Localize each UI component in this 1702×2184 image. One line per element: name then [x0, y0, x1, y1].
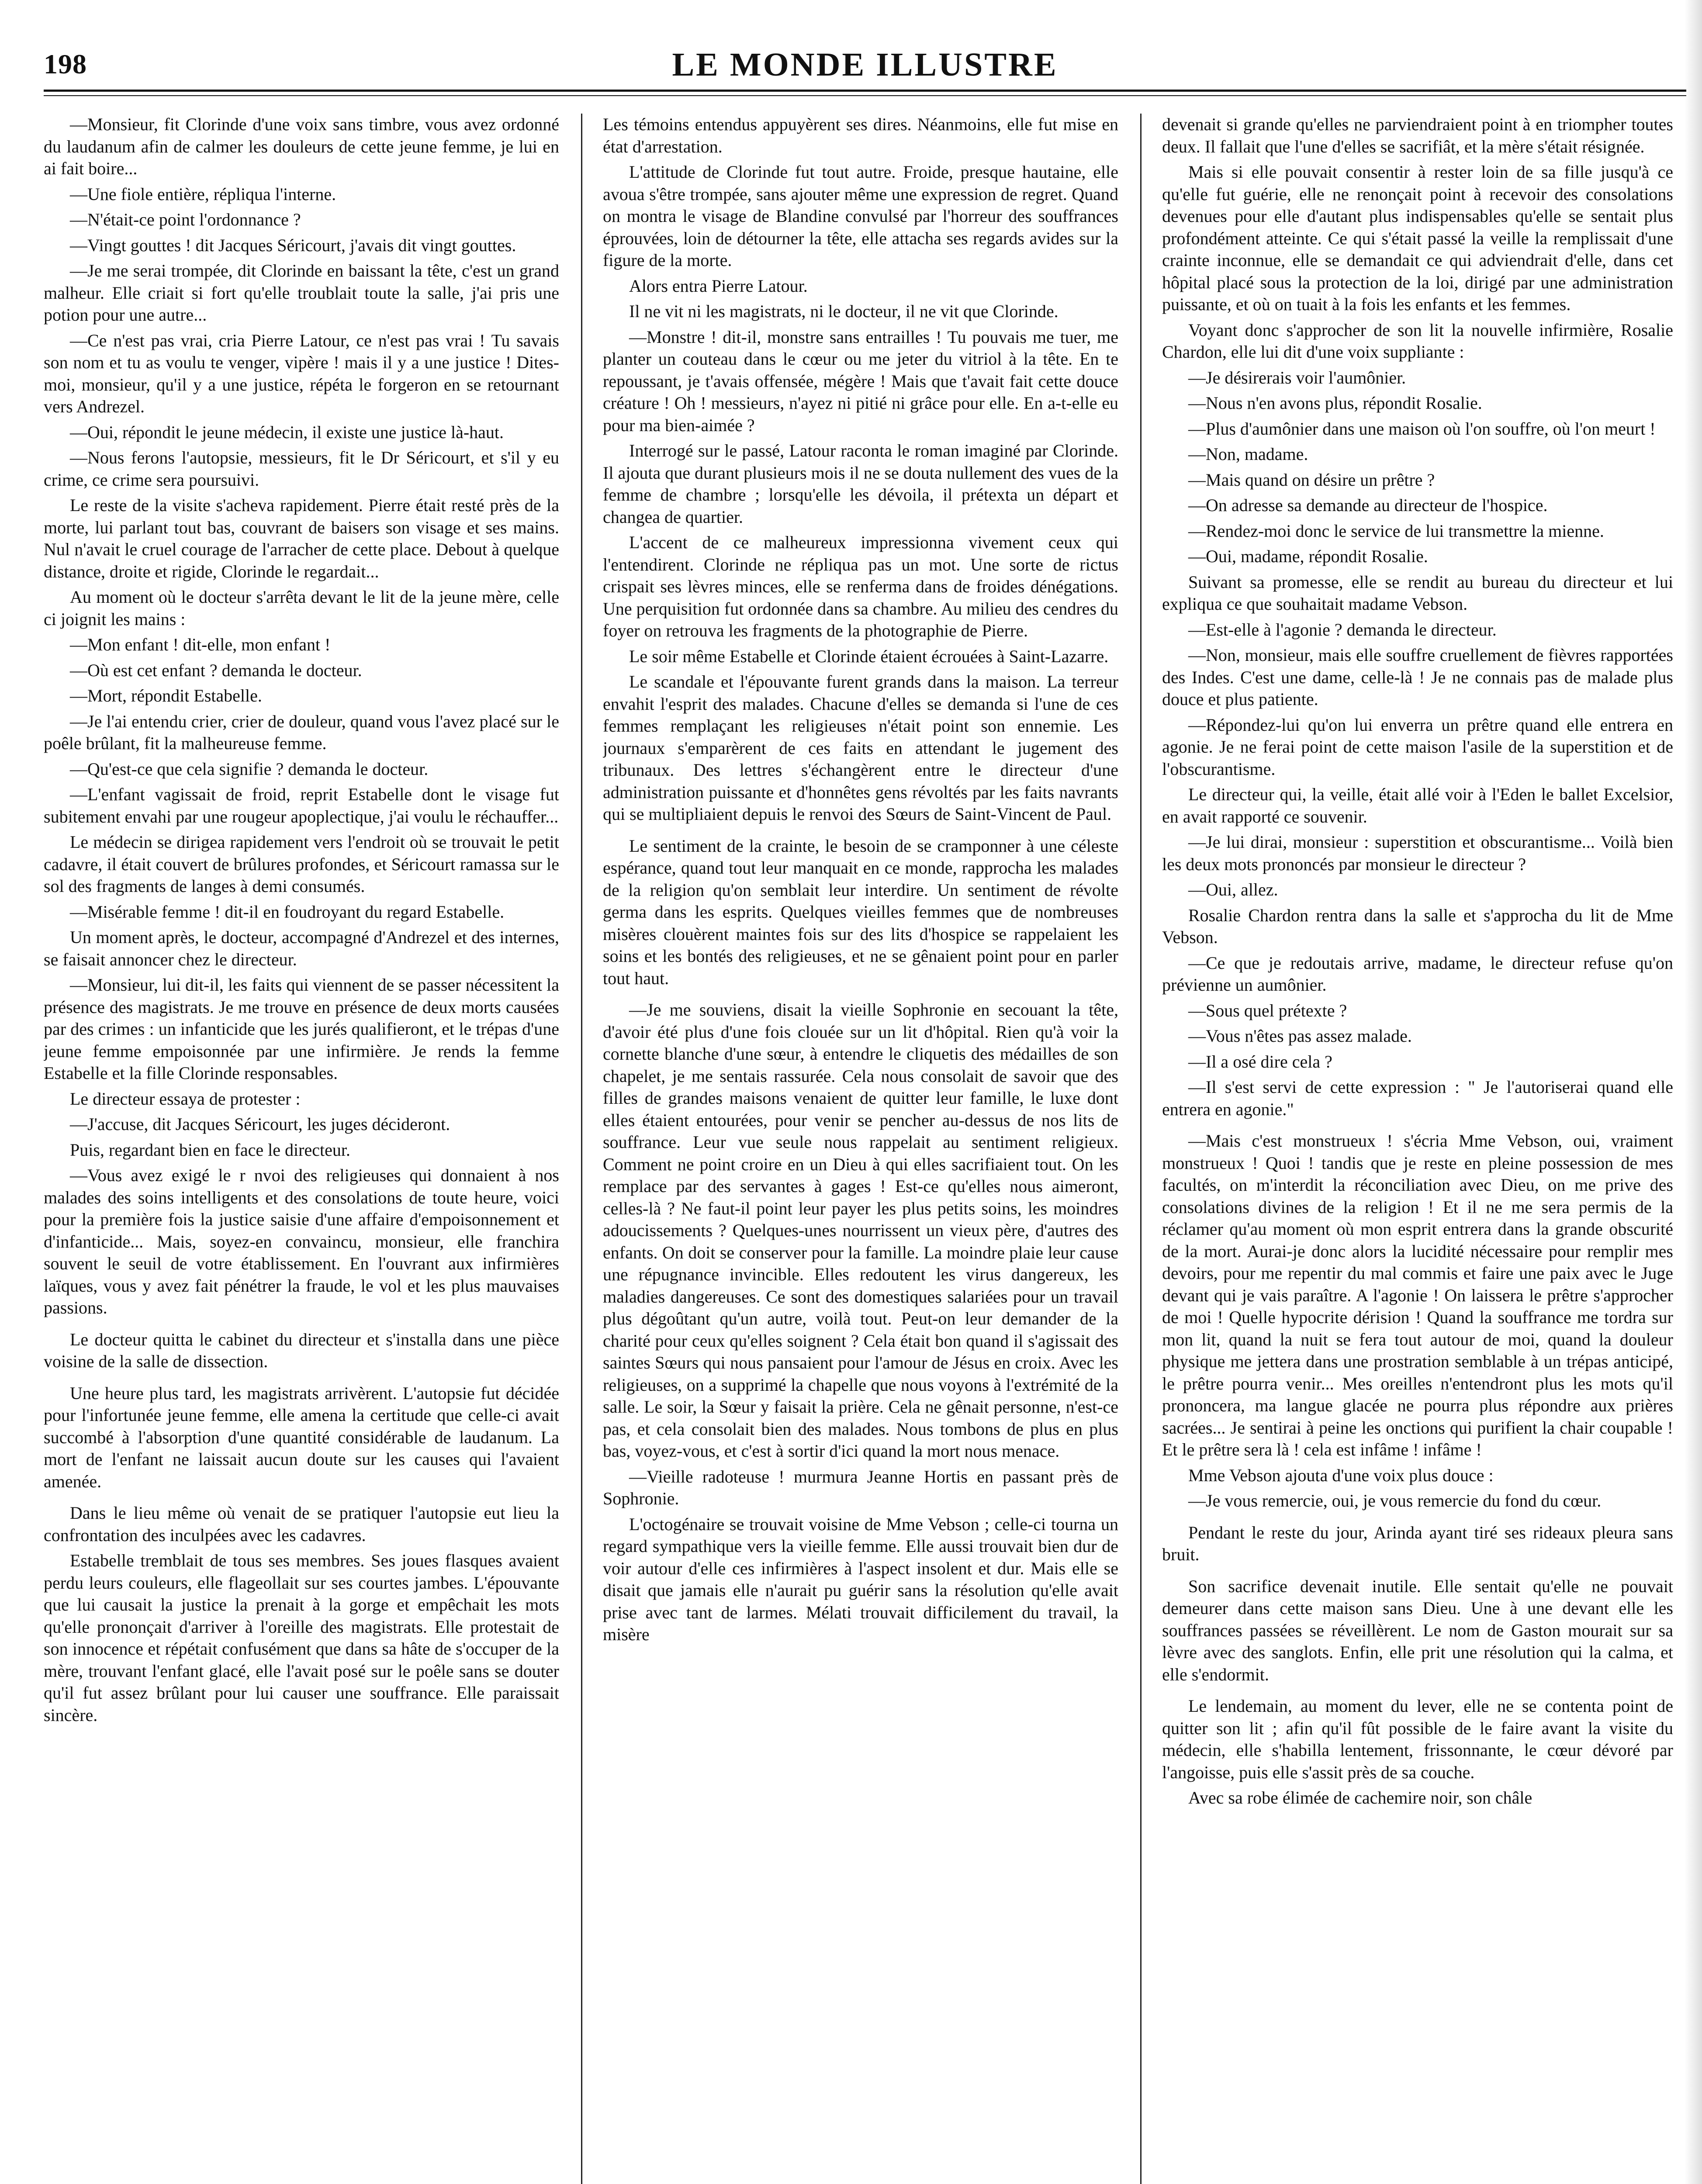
- paragraph: —On adresse sa demande au directeur de l'hospice.: [1188, 495, 1548, 515]
- paragraph: Voyant donc s'approcher de son lit la nouvelle infirmière, Rosalie Chardon, elle lui dit d'une voix suppliante :: [1162, 320, 1673, 362]
- paragraph: —Je vous remercie, oui, je vous remercie du fond du cœur.: [1188, 1491, 1602, 1510]
- paragraph: —Vous avez exigé le r nvoi des religieuses qui donnaient à nos malades des soins intelligents et des consolations de toute heure, voici pour la première fois la justice saisie d'une affaire d'empoisonnement et d'infanticide... Mais, soyez-en convaincu, monsieur, elle franchira souvent le seuil de votre établissement. En l'ouvrant aux infirmières laïques, vous y avez fait pénétrer la fraude, le vol et les plus mauvaises passions.: [44, 1165, 559, 1317]
- paragraph: Le docteur quitta le cabinet du directeur et s'installa dans une pièce voisine de la salle de dissection.: [44, 1329, 559, 1371]
- paragraph: Interrogé sur le passé, Latour raconta le roman imaginé par Clorinde. Il ajouta que durant plusieurs mois il ne se douta nullement des vues de la femme de chambre ; lorsqu'elle les dévoila, il prétexta un départ et changea de quartier.: [603, 441, 1118, 527]
- paragraph: —Non, madame.: [1188, 444, 1308, 464]
- paragraph: Au moment où le docteur s'arrêta devant le lit de la jeune mère, celle ci joignit les mains :: [44, 587, 559, 629]
- paragraph: —Une fiole entière, répliqua l'interne.: [70, 184, 336, 204]
- paragraph: —Monstre ! dit-il, monstre sans entrailles ! Tu pouvais me tuer, me planter un couteau dans le cœur ou me jeter du vitriol à la tête. En te repoussant, je t'avais offensée, mégère ! Mais que t'avait fait cette douce créature ! Oh ! messieurs, n'ayez ni pitié ni grâce pour elle. En a-t-elle eu pour ma bien-aimée ?: [603, 327, 1118, 435]
- paragraph: Le scandale et l'épouvante furent grands dans la maison. La terreur envahit l'esprit des malades. Chacune d'elles se demanda si l'une de ces femmes remplaçant les religieuses n'était point son ennemie. Les journaux s'emparèrent de ces faits en attendant le jugement des tribunaux. Des lettres s'échangèrent entre le directeur d'une administration puissante et d'honnêtes gens révoltés par les faits navrants qui se multipliaient depuis le renvoi des Sœurs de Saint-Vincent de Paul.: [603, 672, 1118, 824]
- paragraph: —Il s'est servi de cette expression : " Je l'autoriserai quand elle entrera en agonie.": [1162, 1077, 1673, 1119]
- paragraph: —Mais c'est monstrueux ! s'écria Mme Vebson, oui, vraiment monstrueux ! Quoi ! tandis que je reste en pleine possession de mes facultés, on m'interdit la réconciliation avec Dieu, on me prive des consolations divines de la religion ! Et il ne me sera permis de la réclamer qu'au moment où mon esprit entrera dans la grande obscurité de la mort. Aurai-je donc alors la lucidité nécessaire pour remplir mes devoirs, pour me repentir du mal commis et faire une paix avec le Juge devant qui je vais paraître. A l'agonie ! On laissera le prêtre s'approcher de moi ! Quelle hypocrite dérision ! Quand la souffrance me tordra sur mon lit, quand la nuit se fera tout autour de moi, quand la douleur physique me jettera dans une prostration semblable à un trépas anticipé, le prêtre pourra venir... Mes oreilles n'entendront plus les mots qu'il prononcera, ma langue glacée ne pourra plus répondre aux prières sacrées... Je sentirai à peine les onctions qui purifient la chair coupable ! Et le prêtre sera là ! cela est infâme ! infâme !: [1162, 1131, 1673, 1459]
- page-number: 198: [44, 48, 87, 79]
- page-edge-shadow: [1685, 0, 1702, 2184]
- paragraph: —Vingt gouttes ! dit Jacques Séricourt, j'avais dit vingt gouttes.: [70, 235, 516, 255]
- paragraph: Mais si elle pouvait consentir à rester loin de sa fille jusqu'à ce qu'elle fut guérie, elle ne renonçait point à recevoir des consolations devenues pour elle d'autant plus indispensables qu'elle se sentait plus profondément atteinte. Ce qui s'était passé la veille la remplissait d'une crainte inconnue, elle se demandait ce qui adviendrait d'elle, dans cet hôpital placé sous la protection de la loi, dirigé par une administration puissante, et où on tuait à la fois les enfants et les femmes.: [1162, 162, 1673, 314]
- paragraph: —J'accuse, dit Jacques Séricourt, les juges décideront.: [70, 1114, 450, 1134]
- paragraph: Son sacrifice devenait inutile. Elle sentait qu'elle ne pouvait demeurer dans cette maison sans Dieu. Une à une devant elle les souffrances passées se réveillèrent. Le nom de Gaston mourait sur sa lèvre avec des sanglots. Enfin, elle prit une résolution qui la calma, et elle s'endormit.: [1162, 1576, 1673, 1684]
- paragraph: —Qu'est-ce que cela signifie ? demanda le docteur.: [70, 759, 429, 779]
- page-header: [44, 44, 1686, 96]
- paragraph: —Monsieur, lui dit-il, les faits qui viennent de se passer nécessitent la présence des magistrats. Je me trouve en présence de deux morts causées par des crimes : un infanticide que les jurés qualifieront, et le trépas d'une jeune femme empoisonnée par une infirmière. Je rends la femme Estabelle et la fille Clorinde responsables.: [44, 975, 559, 1083]
- paragraph: —Est-elle à l'agonie ? demanda le directeur.: [1188, 619, 1497, 639]
- masthead-title: LE MONDE ILLUSTRE: [672, 46, 1058, 83]
- column-divider: [581, 114, 582, 2184]
- text-column-2: [603, 114, 1118, 2184]
- paragraph: —Je l'ai entendu crier, crier de douleur, quand vous l'avez placé sur le poêle brûlant, fit la malheureuse femme.: [44, 711, 559, 753]
- paragraph: L'attitude de Clorinde fut tout autre. Froide, presque hautaine, elle avoua s'être trompée, sans ajouter même une expression de regret. Quand on montra le visage de Blandine convulsé par l'horreur des souffrances éprouvées, loin de détourner la tête, elle attacha ses regards avides sur la figure de la morte.: [603, 162, 1118, 270]
- paragraph: Le reste de la visite s'acheva rapidement. Pierre était resté près de la morte, lui parlant tout bas, couvrant de baisers son visage et ses mains. Nul n'avait le cruel courage de l'arracher de cette place. Debout à quelque distance, droite et rigide, Clorinde le regardait...: [44, 495, 559, 581]
- paragraph: devenait si grande qu'elles ne parviendraient point à en triompher toutes deux. Il fallait que l'une d'elles se sacrifiât, et la mère s'était résignée.: [1162, 114, 1673, 156]
- paragraph: —Il a osé dire cela ?: [1188, 1051, 1332, 1071]
- paragraph: —Vous n'êtes pas assez malade.: [1188, 1026, 1412, 1046]
- paragraph: L'accent de ce malheureux impressionna vivement ceux qui l'entendirent. Clorinde ne répliqua pas un mot. Une sorte de rictus crispait ses lèvres minces, elle se renferma dans de froides dénégations. Une perquisition fut ordonnée dans sa chambre. Au milieu des cendres du foyer on retrouva les fragments de la photographie de Pierre.: [603, 532, 1118, 640]
- paragraph: —Nous n'en avons plus, répondit Rosalie.: [1188, 393, 1482, 413]
- paragraph: —Rendez-moi donc le service de lui transmettre la mienne.: [1188, 521, 1604, 541]
- paragraph: Il ne vit ni les magistrats, ni le docteur, il ne vit que Clorinde.: [629, 301, 1059, 321]
- paragraph: Les témoins entendus appuyèrent ses dires. Néanmoins, elle fut mise en état d'arrestation.: [603, 114, 1118, 156]
- paragraph: —Oui, répondit le jeune médecin, il existe une justice là-haut.: [70, 422, 504, 442]
- paragraph: Le directeur qui, la veille, était allé voir à l'Eden le ballet Excelsior, en avait rapporté ce souvenir.: [1162, 784, 1673, 826]
- paragraph: Le directeur essaya de protester :: [70, 1089, 301, 1109]
- header-rule-thick: [44, 90, 1686, 92]
- header-rule-thin: [44, 95, 1686, 96]
- column-divider: [1140, 114, 1142, 2184]
- paragraph: Le soir même Estabelle et Clorinde étaient écrouées à Saint-Lazarre.: [629, 646, 1109, 666]
- paragraph: —Je me serai trompée, dit Clorinde en baissant la tête, c'est un grand malheur. Elle criait si fort qu'elle troublait toute la salle, j'ai pris une potion pour une autre...: [44, 261, 559, 325]
- paragraph: —Monsieur, fit Clorinde d'une voix sans timbre, vous avez ordonné du laudanum afin de calmer les douleurs de cette jeune femme, je lui en ai fait boire...: [44, 114, 559, 178]
- paragraph: —Nous ferons l'autopsie, messieurs, fit le Dr Séricourt, et s'il y eu crime, ce crime sera poursuivi.: [44, 448, 559, 490]
- paragraph: —Oui, allez.: [1188, 880, 1278, 899]
- paragraph: —Mon enfant ! dit-elle, mon enfant !: [70, 635, 331, 654]
- paragraph: —L'enfant vagissait de froid, reprit Estabelle dont le visage fut subitement envahi par une rougeur apoplectique, j'ai voulu le réchauffer...: [44, 784, 559, 826]
- paragraph: —Mort, répondit Estabelle.: [70, 686, 262, 705]
- paragraph: Une heure plus tard, les magistrats arrivèrent. L'autopsie fut décidée pour l'infortunée jeune femme, elle amena la certitude que celle-ci avait succombé à l'absorption d'une quantité considérable de laudanum. La mort de l'enfant ne laissait aucun doute sur les causes qui l'avaient amenée.: [44, 1383, 559, 1491]
- paragraph: Puis, regardant bien en face le directeur.: [70, 1140, 350, 1160]
- paragraph: —Non, monsieur, mais elle souffre cruellement de fièvres rapportées des Indes. C'est une dame, celle-là ! Je ne connais pas de malade plus douce et plus patiente.: [1162, 645, 1673, 709]
- paragraph: —Je désirerais voir l'aumônier.: [1188, 367, 1406, 387]
- text-column-3: [1162, 114, 1673, 2184]
- paragraph: —Vieille radoteuse ! murmura Jeanne Hortis en passant près de Sophronie.: [603, 1466, 1118, 1508]
- paragraph: —Misérable femme ! dit-il en foudroyant du regard Estabelle.: [70, 902, 505, 922]
- paragraph: —Ce que je redoutais arrive, madame, le directeur refuse qu'on prévienne un aumônier.: [1162, 953, 1673, 995]
- paragraph: —Je me souviens, disait la vieille Sophronie en secouant la tête, d'avoir été plus d'une fois clouée sur un lit d'hôpital. Rien qu'à voir la cornette blanche d'une sœur, à entendre le cliquetis des médailles de son chapelet, je me sentais rassurée. Cela nous consolait de savoir que des filles de grandes maisons venaient de quitter leur famille, le luxe dont elles étaient entourées, pour venir se pencher au-dessus de nos lits de souffrance. Leur vue seule nous rappelait au sentiment religieux. Comment ne point croire en un Dieu à qui elles sacrifiaient tout. On les remplace par des servantes à gages ! Est-ce qu'elles nous aimeront, celles-là ? Ne faut-il point leur payer les plus petits soins, les moindres adoucissements ? Quelques-unes nourrissent un vieux père, d'autres des enfants. On doit se conserver pour la famille. La moindre plaie leur cause une répugnance invincible. Elles redoutent les virus dangereux, les maladies dangereuses. Ce sont des domestiques salariées pour un travail plus dégoûtant qu'un autre, voilà tout. Peut-on leur demander de la charité pour ceux qu'elles soignent ? Cela était bon quand il s'agissait des saintes Sœurs qui nous pansaient pour l'amour de Jésus en croix. Avec les religieuses, on a supprimé la chapelle que nous voyons à l'extrémité de la salle. Le soir, la Sœur y faisait la prière. Cela ne gênait personne, n'est-ce pas, et cela consolait bien des malades. Nous tombons de plus en plus bas, voyez-vous, et c'est à sortir d'ici quand la mort nous menace.: [603, 1000, 1118, 1461]
- paragraph: —N'était-ce point l'ordonnance ?: [70, 210, 301, 229]
- paragraph: L'octogénaire se trouvait voisine de Mme Vebson ; celle-ci tourna un regard sympathique vers la vieille femme. Elle aussi trouvait bien dur de voir autour d'elle ces infirmières à l'aspect insolent et dur. Mais elle se disait que jamais elle n'aurait pu guérir sans la résolution qu'elle avait prise avec tant de larmes. Mélati trouvait difficilement du travail, la misère: [603, 1514, 1118, 1644]
- text-column-1: [44, 114, 559, 2184]
- paragraph: —Plus d'aumônier dans une maison où l'on souffre, où l'on meurt !: [1188, 418, 1656, 439]
- paragraph: —Je lui dirai, monsieur : superstition et obscurantisme... Voilà bien les deux mots prononcés par monsieur le directeur ?: [1162, 832, 1673, 874]
- paragraph: Un moment après, le docteur, accompagné d'Andrezel et des internes, se faisait annoncer chez le directeur.: [44, 927, 559, 969]
- paragraph: Le lendemain, au moment du lever, elle ne se contenta point de quitter son lit ; afin qu'il fût possible de le faire avant la visite du médecin, elle s'habilla lentement, frissonnante, le cœur dévoré par l'angoisse, puis elle s'assit près de sa couche.: [1162, 1696, 1673, 1782]
- paragraph: Dans le lieu même où venait de se pratiquer l'autopsie eut lieu la confrontation des inculpées avec les cadavres.: [44, 1503, 559, 1545]
- paragraph: —Sous quel prétexte ?: [1188, 1000, 1347, 1020]
- paragraph: Estabelle tremblait de tous ses membres. Ses joues flasques avaient perdu leurs couleurs, elle flageollait sur ses courtes jambes. L'épouvante que lui causait la justice la prenait à la gorge et empêchait les mots qu'elle prononçait d'arriver à l'oreille des magistrats. Elle protestait de son innocence et répétait confusément que dans sa hâte de s'occuper de la mère, trouvant l'enfant glacé, elle l'avait posé sur le poêle sans se douter qu'il fut assez brûlant pour lui causer une souffrance. Elle paraissait sincère.: [44, 1551, 559, 1725]
- paragraph: —Répondez-lui qu'on lui enverra un prêtre quand elle entrera en agonie. Je ne ferai point de cette maison l'asile de la superstition et de l'obscurantisme.: [1162, 715, 1673, 779]
- paragraph: —Oui, madame, répondit Rosalie.: [1188, 546, 1428, 566]
- paragraph: Le médecin se dirigea rapidement vers l'endroit où se trouvait le petit cadavre, il était couvert de brûlures profondes, et Séricourt ramassa sur le sol des fragments de langes à demi consumés.: [44, 832, 559, 896]
- paragraph: Avec sa robe élimée de cachemire noir, son châle: [1188, 1788, 1532, 1807]
- paragraph: Suivant sa promesse, elle se rendit au bureau du directeur et lui expliqua ce que souhaitait madame Vebson.: [1162, 572, 1673, 614]
- paragraph: Mme Vebson ajouta d'une voix plus douce :: [1188, 1465, 1494, 1485]
- paragraph: Alors entra Pierre Latour.: [629, 276, 808, 296]
- paragraph: —Ce n'est pas vrai, cria Pierre Latour, ce n'est pas vrai ! Tu savais son nom et tu as voulu te venger, vipère ! mais il y a une justice ! Dites-moi, monsieur, qu'il y a une justice, répéta le forgeron en se retournant vers Andrezel.: [44, 330, 559, 416]
- paragraph: Le sentiment de la crainte, le besoin de se cramponner à une céleste espérance, quand tout leur manquait en ce monde, rapprocha les malades de la religion qu'on semblait leur interdire. Un sentiment de révolte germa dans les esprits. Quelques vieilles femmes que de nombreuses misères clouèrent maintes fois sur des lits d'hospice se rappelaient les soins et les bontés des religieuses, et ne se gênaient point pour en parler tout haut.: [603, 836, 1118, 988]
- paragraph: —Où est cet enfant ? demanda le docteur.: [70, 660, 362, 680]
- paragraph: Pendant le reste du jour, Arinda ayant tiré ses rideaux pleura sans bruit.: [1162, 1522, 1673, 1564]
- newspaper-page: [44, 44, 1686, 2184]
- paragraph: Rosalie Chardon rentra dans la salle et s'approcha du lit de Mme Vebson.: [1162, 905, 1673, 947]
- paragraph: —Mais quand on désire un prêtre ?: [1188, 470, 1435, 490]
